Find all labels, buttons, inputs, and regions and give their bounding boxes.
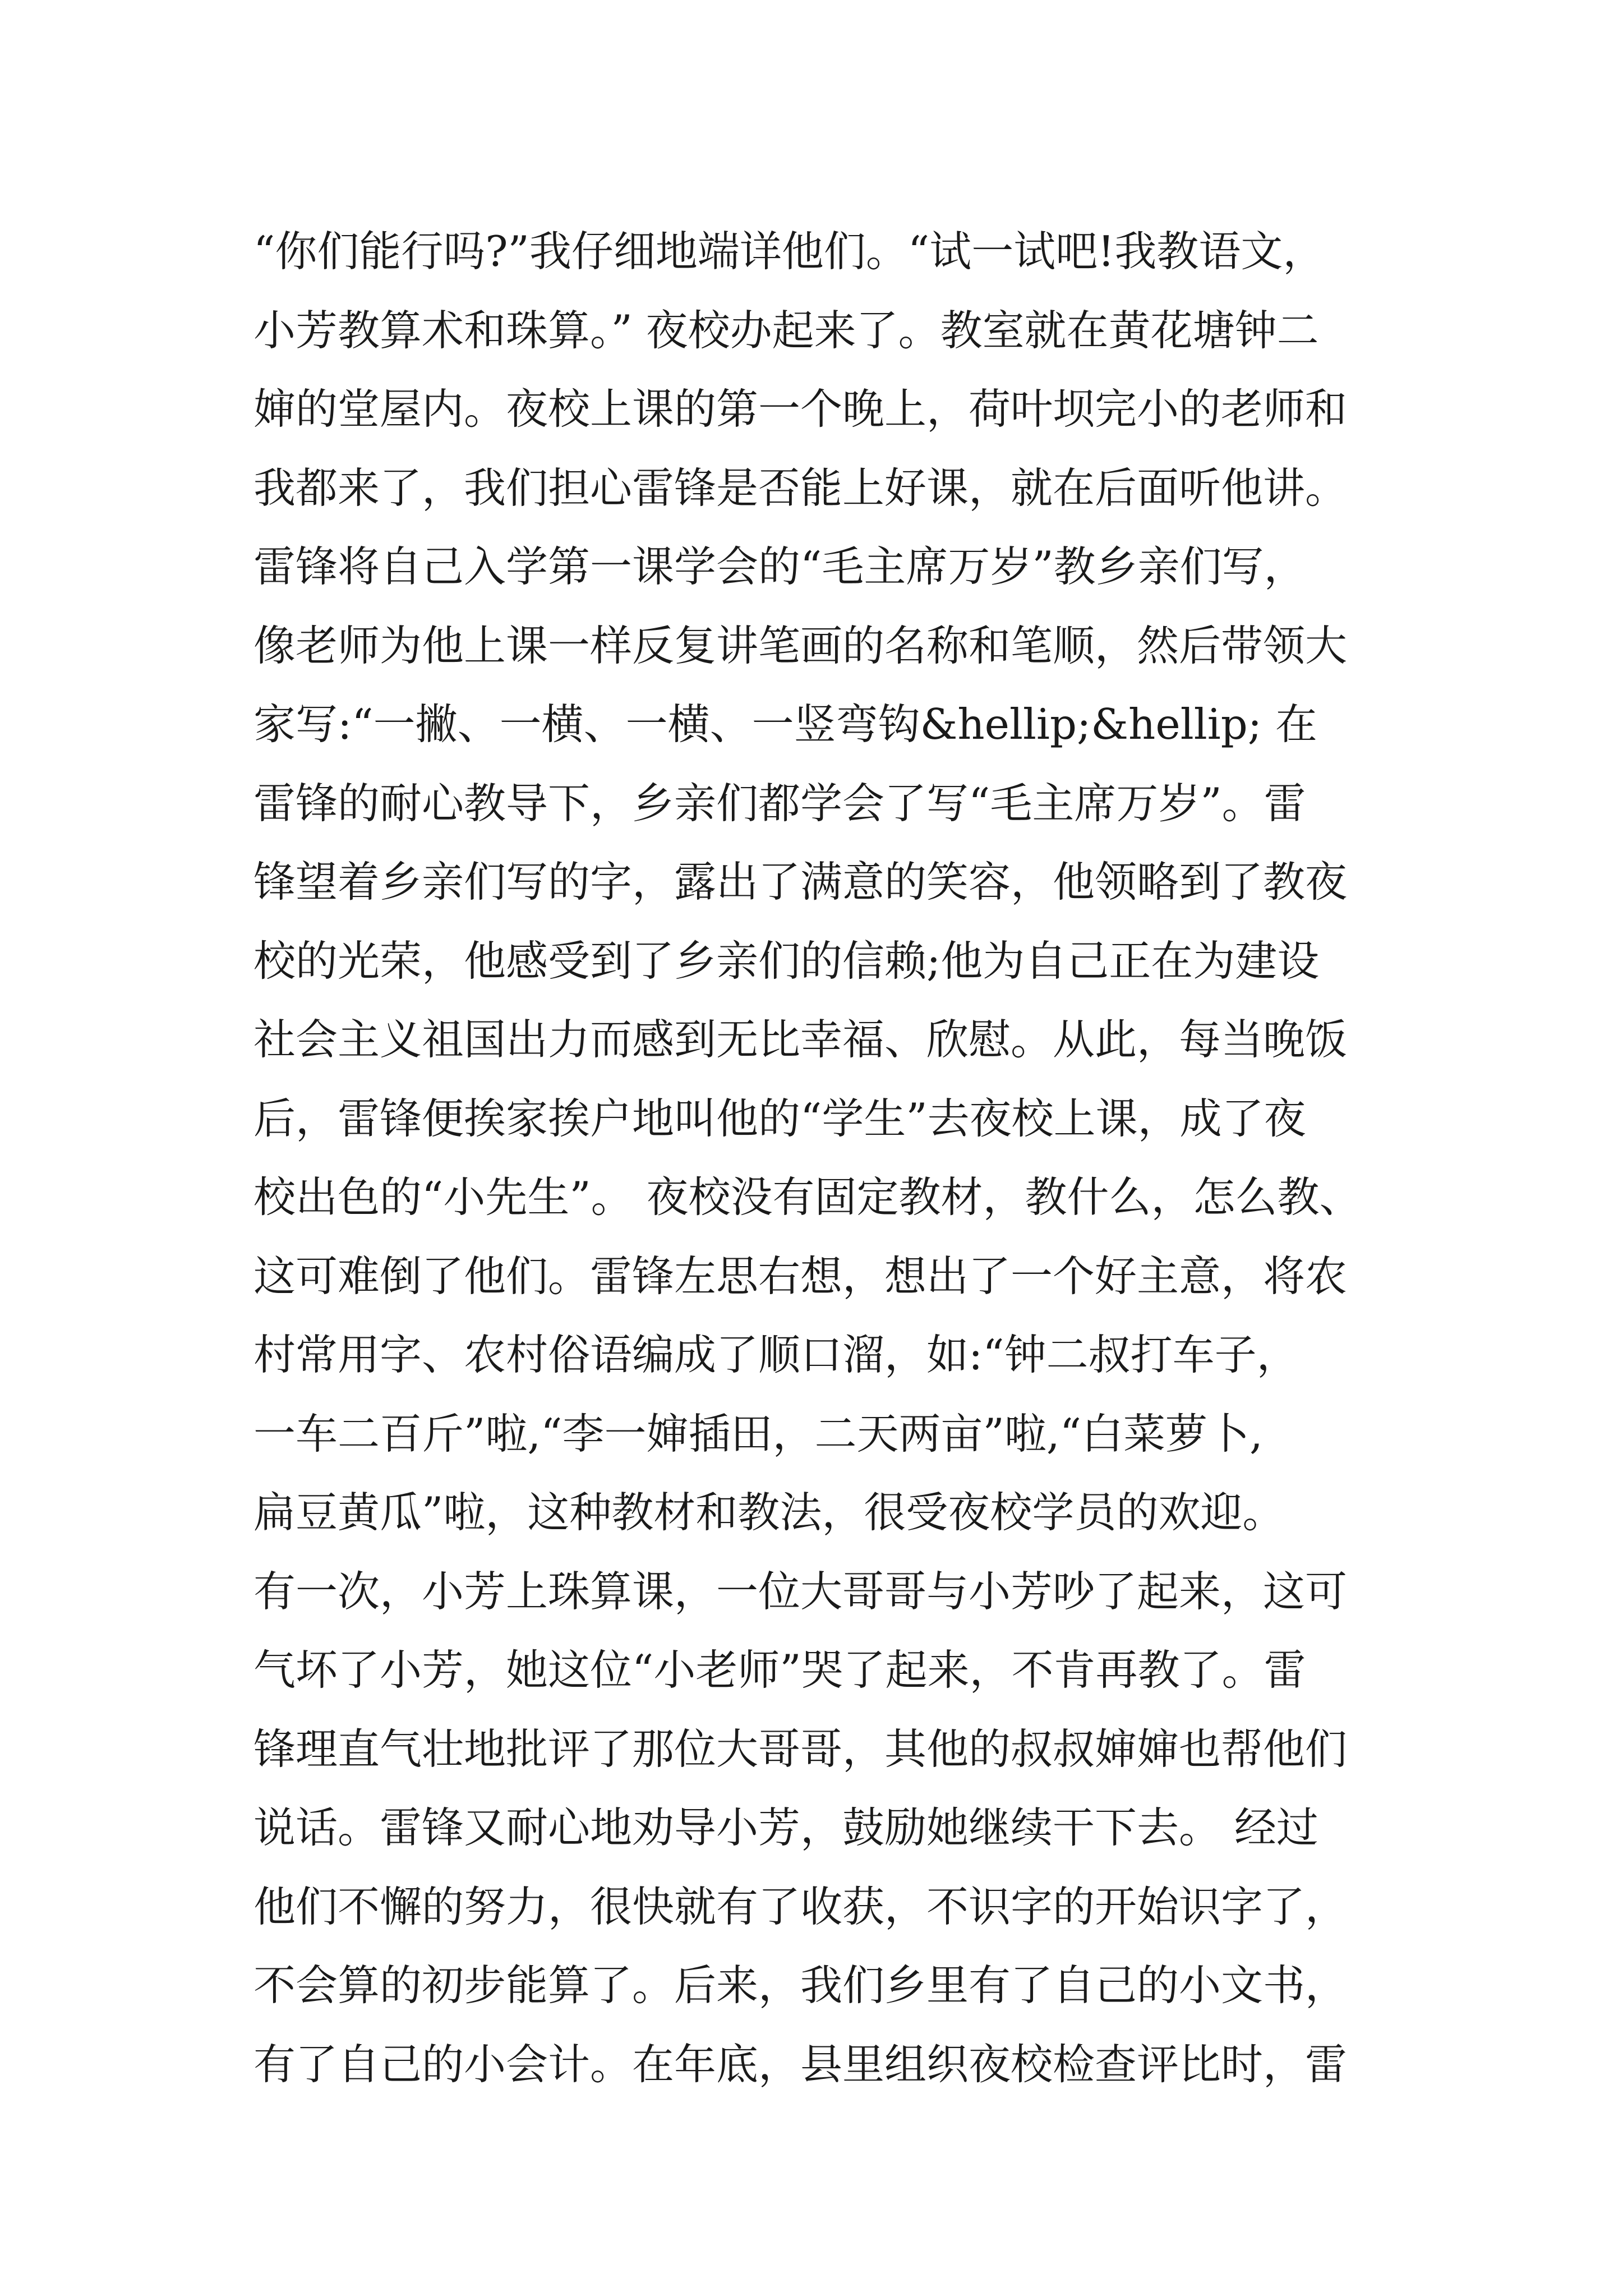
text-line: 后，雷锋便挨家挨户地叫他的“学生”去夜校上课，成了夜: [253, 1093, 1306, 1143]
text-line: 一车二百斤”啦,“李一婶插田，二天两亩”啦,“白菜萝卜,: [253, 1409, 1263, 1458]
text-line: 锋望着乡亲们写的字，露出了满意的笑容，他领略到了教夜: [253, 857, 1348, 907]
text-line: “你们能行吗?”我仔细地端详他们。“试一试吧!我教语文，: [253, 227, 1325, 276]
text-line: 我都来了，我们担心雷锋是否能上好课，就在后面听他讲。: [253, 463, 1348, 513]
text-line: 说话。雷锋又耐心地劝导小芳，鼓励她继续干下去。 经过: [253, 1803, 1318, 1852]
text-line: 像老师为他上课一样反复讲笔画的名称和笔顺，然后带领大: [253, 620, 1348, 670]
text-line: 不会算的初步能算了。后来，我们乡里有了自己的小文书，: [253, 1961, 1348, 2010]
text-line: 雷锋的耐心教导下，乡亲们都学会了写“毛主席万岁”。雷: [253, 778, 1306, 828]
text-line: 有了自己的小会计。在年底，县里组织夜校检查评比时，雷: [253, 2039, 1348, 2089]
text-line: 扁豆黄瓜”啦，这种教材和教法，很受夜校学员的欢迎。: [253, 1488, 1285, 1537]
text-line: 小芳教算术和珠算。” 夜校办起来了。教室就在黄花塘钟二: [253, 305, 1319, 355]
body-text: [253, 212, 1398, 2104]
text-line: 校出色的“小先生”。 夜校没有固定教材，教什么，怎么教、: [253, 1172, 1362, 1222]
text-line: 他们不懈的努力，很快就有了收获，不识字的开始识字了，: [253, 1881, 1348, 1931]
text-line: 这可难倒了他们。雷锋左思右想，想出了一个好主意，将农: [253, 1251, 1348, 1301]
text-line: 家写:“一撇、一横、一横、一竖弯钩&hellip;&hellip; 在: [253, 700, 1317, 749]
text-line: 校的光荣，他感受到了乡亲们的信赖;他为自己正在为建设: [253, 936, 1320, 986]
text-line: 社会主义祖国出力而感到无比幸福、欣慰。从此，每当晚饭: [253, 1015, 1348, 1064]
text-line: 锋理直气壮地批评了那位大哥哥，其他的叔叔婶婶也帮他们: [253, 1724, 1348, 1774]
text-line: 村常用字、农村俗语编成了顺口溜，如:“钟二叔打车子，: [253, 1330, 1299, 1379]
text-line: 气坏了小芳，她这位“小老师”哭了起来，不肯再教了。雷: [253, 1645, 1306, 1695]
text-line: 婶的堂屋内。夜校上课的第一个晚上，荷叶坝完小的老师和: [253, 384, 1348, 434]
text-line: 有一次，小芳上珠算课，一位大哥哥与小芳吵了起来，这可: [253, 1566, 1348, 1616]
text-line: 雷锋将自己入学第一课学会的“毛主席万岁”教乡亲们写，: [253, 542, 1306, 591]
